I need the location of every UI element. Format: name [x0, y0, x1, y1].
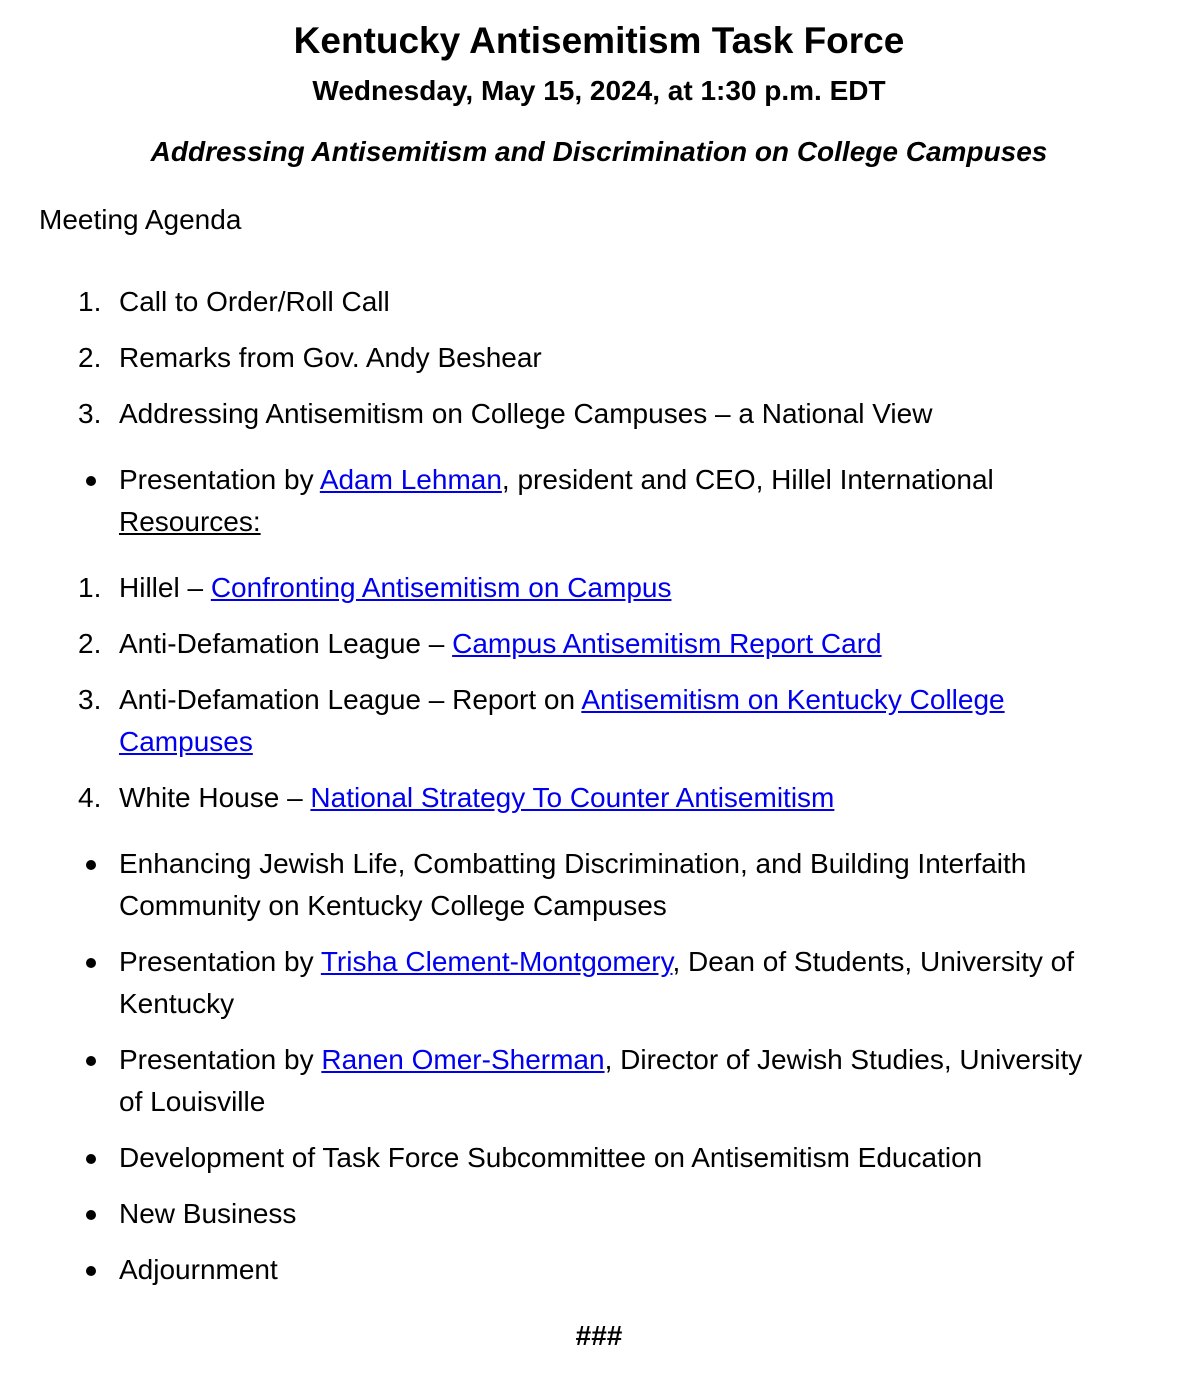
resource-text: Hillel – Confronting Antisemitism on Campus [119, 572, 672, 603]
item-number: 1. [78, 286, 102, 317]
closing-mark: ### [575, 1320, 623, 1351]
resource-text: White House – National Strategy To Counter Antisemitism [119, 782, 835, 813]
bullet-dot [86, 1210, 96, 1220]
agenda-label: Meeting Agenda [39, 204, 242, 235]
bullet-dot [86, 1154, 96, 1164]
bullet-dot [86, 476, 96, 486]
bullet-text: Enhancing Jewish Life, Combatting Discrimination, and Building Interfaith Community on Kentucky College Campuses [119, 848, 1027, 921]
link-adam-lehman[interactable]: Adam Lehman [319, 464, 502, 495]
resources-label: Resources: [119, 506, 261, 537]
link-confronting-antisemitism[interactable]: Confronting Antisemitism on Campus [210, 572, 672, 603]
resource-text: Anti-Defamation League – Campus Antisemitism Report Card [119, 628, 882, 659]
item-number: 3. [78, 684, 102, 715]
bullet-text: New Business [119, 1198, 297, 1229]
bullet-dot [86, 1056, 96, 1066]
item-number: 2. [78, 342, 102, 373]
meeting-date: Wednesday, May 15, 2024, at 1:30 p.m. EDT [312, 75, 886, 106]
link-trisha-clement-montgomery[interactable]: Trisha Clement-Montgomery [320, 946, 673, 977]
bullet-dot [86, 860, 96, 870]
link-national-strategy[interactable]: National Strategy To Counter Antisemitism [310, 782, 835, 813]
bullet-text: Presentation by Adam Lehman, president and CEO, Hillel International Resources: [119, 464, 994, 537]
resource-text: Anti-Defamation League – Report on Antisemitism on Kentucky College Campuses [119, 684, 1005, 757]
bullet-dot [86, 958, 96, 968]
bullet-text: Development of Task Force Subcommittee on Antisemitism Education [119, 1142, 983, 1173]
bullet-dot [86, 1266, 96, 1276]
item-text: Call to Order/Roll Call [119, 286, 390, 317]
document-title: Kentucky Antisemitism Task Force [293, 20, 905, 61]
bullet-text: Presentation by Ranen Omer-Sherman, Director of Jewish Studies, University of Louisville [119, 1044, 1083, 1117]
link-report-card[interactable]: Campus Antisemitism Report Card [452, 628, 882, 659]
bullet-text: Adjournment [119, 1254, 278, 1285]
item-number: 1. [78, 572, 102, 603]
item-text: Remarks from Gov. Andy Beshear [119, 342, 542, 373]
link-ranen-omer-sherman[interactable]: Ranen Omer-Sherman [321, 1044, 605, 1075]
meeting-theme: Addressing Antisemitism and Discrimination on College Campuses [150, 136, 1048, 167]
item-text: Addressing Antisemitism on College Campuses – a National View [119, 398, 933, 429]
link-kentucky-campuses[interactable]: Antisemitism on Kentucky College Campuses [119, 684, 1005, 757]
item-number: 4. [78, 782, 102, 813]
item-number: 2. [78, 628, 102, 659]
item-number: 3. [78, 398, 102, 429]
bullet-text: Presentation by Trisha Clement-Montgomery, Dean of Students, University of Kentucky [119, 946, 1075, 1019]
